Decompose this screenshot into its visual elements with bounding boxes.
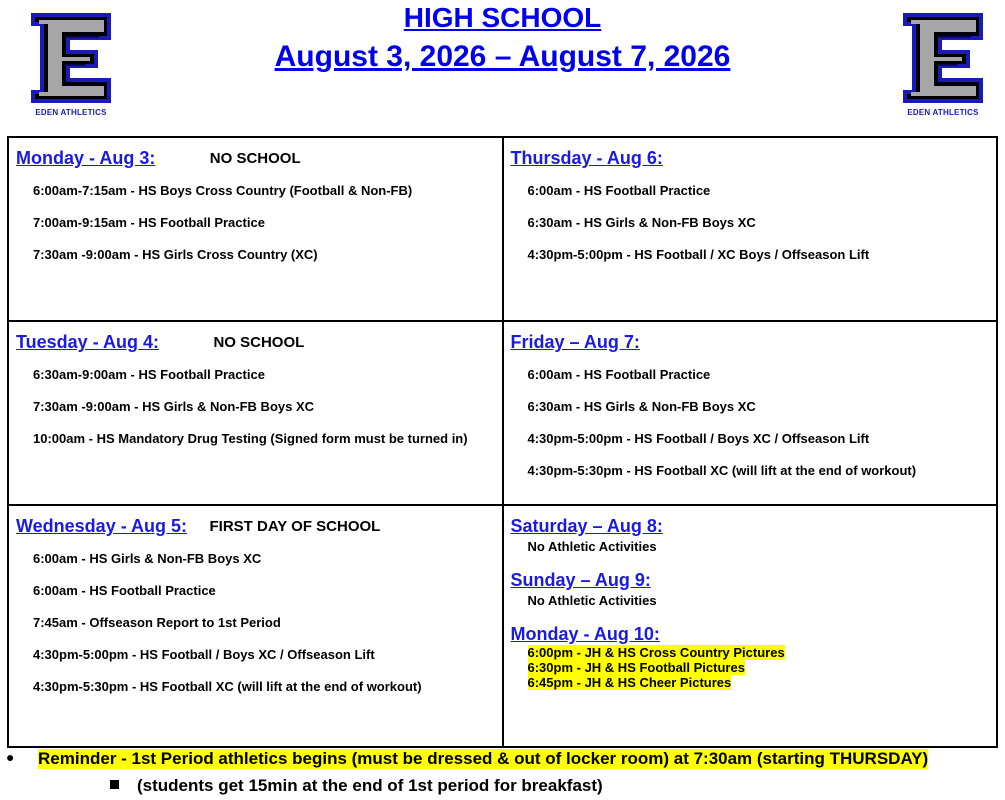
- event-item: 4:30pm-5:00pm - HS Football / Boys XC / Offseason Lift: [527, 431, 870, 446]
- reminder-text: Reminder - 1st Period athletics begins (must be dressed & out of locker room) at 7:30am (starting THURSDAY): [38, 749, 929, 768]
- square-bullet-icon: [110, 780, 119, 789]
- day-note: NO SCHOOL: [209, 150, 301, 167]
- event-item: 4:30pm-5:30pm - HS Football XC (will lift at the end of workout): [527, 463, 917, 478]
- schedule-table: [7, 136, 998, 748]
- day-block-saturday: [511, 516, 991, 554]
- event-item: 6:00am - HS Football Practice: [527, 367, 711, 382]
- day-cell-tuesday: [8, 321, 503, 505]
- event-item: 6:30am - HS Girls & Non-FB Boys XC: [527, 215, 756, 230]
- day-heading: Thursday - Aug 6:: [510, 148, 663, 168]
- event-item: 6:30am - HS Girls & Non-FB Boys XC: [527, 399, 756, 414]
- day-cell-monday: [8, 137, 503, 321]
- event-item: 6:00am-7:15am - HS Boys Cross Country (Football & Non-FB): [33, 183, 413, 198]
- day-heading: Friday – Aug 7:: [510, 332, 640, 352]
- day-note: FIRST DAY OF SCHOOL: [209, 518, 381, 535]
- day-cell-friday: [503, 321, 998, 505]
- highlighted-event: [528, 645, 991, 660]
- schedule-row: [8, 321, 997, 505]
- event-item: 4:30pm-5:00pm - HS Football / Boys XC / Offseason Lift: [33, 647, 375, 662]
- day-text: No Athletic Activities: [527, 539, 657, 554]
- reminder-subtext: (students get 15min at the end of 1st period for breakfast): [137, 776, 603, 795]
- day-text: No Athletic Activities: [527, 593, 657, 608]
- event-text: 6:45pm - JH & HS Cheer Pictures: [527, 675, 732, 690]
- day-heading: Monday - Aug 10:: [510, 624, 660, 644]
- event-text: 6:00pm - JH & HS Cross Country Pictures: [527, 645, 785, 660]
- event-item: 6:00am - HS Football Practice: [33, 583, 216, 598]
- event-item: 6:00am - HS Football Practice: [527, 183, 711, 198]
- event-item: 10:00am - HS Mandatory Drug Testing (Signed form must be turned in): [33, 431, 468, 446]
- highlighted-event: [528, 675, 991, 690]
- logo-caption: EDEN ATHLETICS: [35, 108, 107, 117]
- event-item: 7:30am -9:00am - HS Girls Cross Country (XC): [33, 247, 318, 262]
- day-heading: Tuesday - Aug 4:: [16, 332, 160, 352]
- day-heading: Sunday – Aug 9:: [510, 570, 651, 590]
- event-item: 7:00am-9:15am - HS Football Practice: [33, 215, 265, 230]
- event-item: 6:00am - HS Girls & Non-FB Boys XC: [33, 551, 262, 566]
- schedule-row: [8, 137, 997, 321]
- day-block-sunday: [511, 570, 991, 608]
- date-range-title: August 3, 2026 – August 7, 2026: [274, 40, 731, 73]
- schedule-row: [8, 505, 997, 747]
- day-block-monday-aug-10: [511, 624, 991, 690]
- day-heading: Saturday – Aug 8:: [510, 516, 663, 536]
- logo-caption: EDEN ATHLETICS: [907, 108, 979, 117]
- event-item: 4:30pm-5:00pm - HS Football / XC Boys / Offseason Lift: [527, 247, 870, 262]
- reminder-subline: [110, 776, 603, 796]
- event-item: 6:30am-9:00am - HS Football Practice: [33, 367, 265, 382]
- day-heading: Monday - Aug 3:: [16, 148, 156, 168]
- bullet-icon: ●: [6, 749, 15, 765]
- page-title: HIGH SCHOOL: [403, 2, 602, 33]
- highlighted-event: [528, 660, 991, 675]
- day-cell-weekend: [503, 505, 998, 747]
- event-item: 7:30am -9:00am - HS Girls & Non-FB Boys XC: [33, 399, 315, 414]
- day-cell-wednesday: [8, 505, 503, 747]
- day-cell-thursday: [503, 137, 998, 321]
- day-note: NO SCHOOL: [213, 334, 305, 351]
- event-text: 6:30pm - JH & HS Football Pictures: [527, 660, 745, 675]
- event-item: 7:45am - Offseason Report to 1st Period: [33, 615, 281, 630]
- event-item: 4:30pm-5:30pm - HS Football XC (will lift at the end of workout): [33, 679, 422, 694]
- day-heading: Wednesday - Aug 5:: [16, 516, 188, 536]
